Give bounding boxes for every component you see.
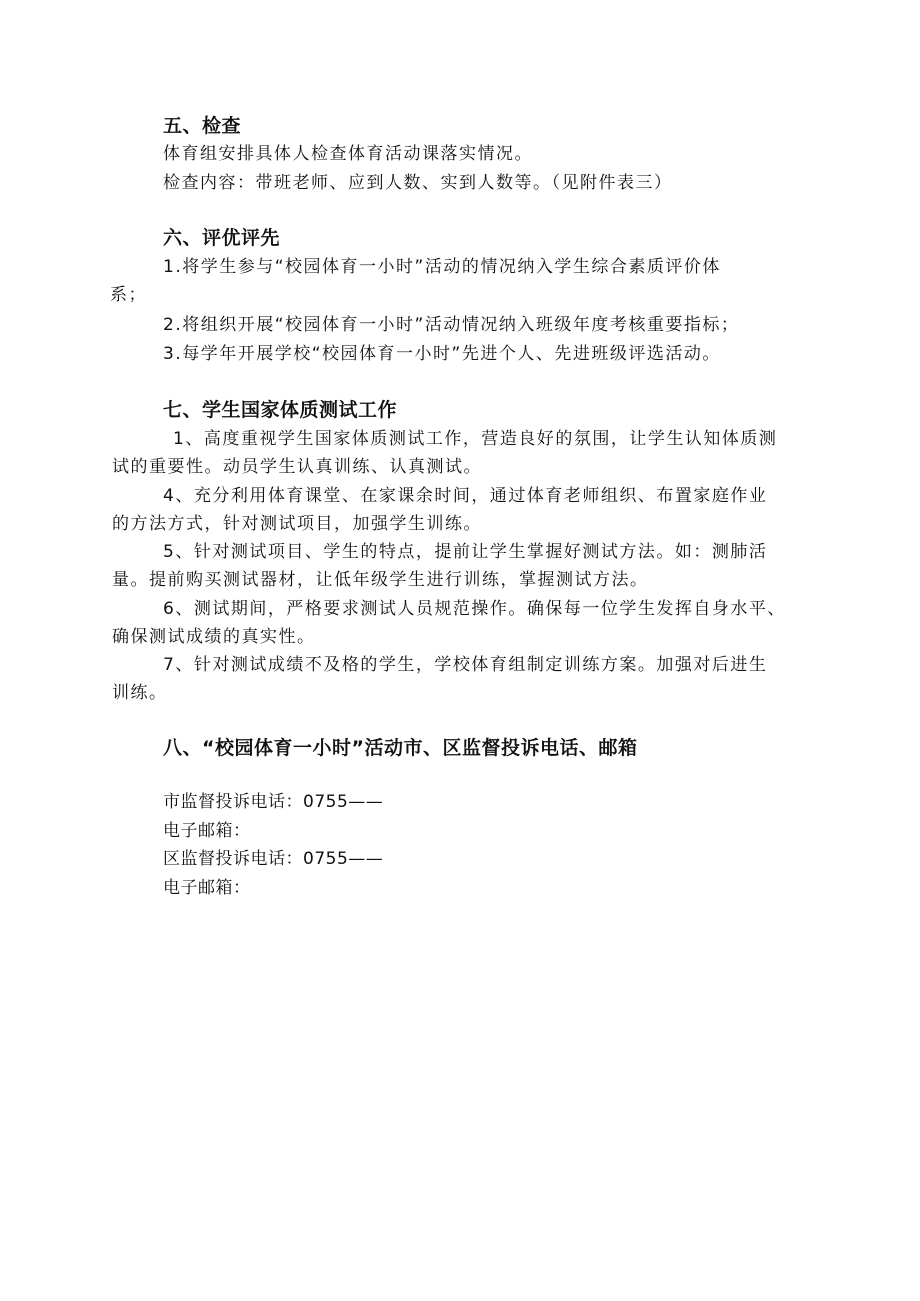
section-8-heading: 八、“校园体育一小时”活动市、区监督投诉电话、邮箱	[163, 737, 638, 759]
district-email: 电子邮箱：	[163, 878, 251, 898]
section-7-line-9: 7、针对测试成绩不及格的学生，学校体育组制定训练方案。加强对后进生	[163, 655, 768, 675]
section-7-heading: 七、学生国家体质测试工作	[163, 399, 398, 421]
section-7-line-4: 的方法方式，针对测试项目，加强学生训练。	[112, 514, 482, 534]
section-6-line-4: 3.每学年开展学校“校园体育一小时”先进个人、先进班级评选活动。	[163, 344, 721, 364]
section-7-line-6: 量。提前购买测试器材，让低年级学生进行训练，掌握测试方法。	[112, 570, 649, 590]
section-7-line-3: 4、充分利用体育课堂、在家课余时间，通过体育老师组织、布置家庭作业	[163, 486, 768, 506]
section-5-line-2: 检查内容：带班老师、应到人数、实到人数等。（见附件表三）	[163, 173, 673, 193]
section-6-line-1: 1.将学生参与“校园体育一小时”活动的情况纳入学生综合素质评价体	[163, 257, 721, 277]
section-7-line-7: 6、测试期间，严格要求测试人员规范操作。确保每一位学生发挥自身水平、	[163, 599, 786, 619]
section-7-line-2: 试的重要性。动员学生认真训练、认真测试。	[112, 457, 482, 477]
section-7-line-10: 训练。	[112, 683, 168, 703]
city-complaint-phone: 市监督投诉电话：0755——	[163, 792, 384, 812]
section-7-line-5: 5、针对测试项目、学生的特点，提前让学生掌握好测试方法。如：测肺活	[163, 542, 768, 562]
section-5-line-1: 体育组安排具体人检查体育活动课落实情况。	[163, 144, 533, 164]
section-6-line-3: 2.将组织开展“校园体育一小时”活动情况纳入班级年度考核重要指标；	[163, 315, 740, 335]
section-5-heading: 五、检查	[163, 115, 242, 137]
city-email: 电子邮箱：	[163, 821, 251, 841]
section-6-heading: 六、评优评先	[163, 227, 281, 249]
section-7-line-1: 1、高度重视学生国家体质测试工作，营造良好的氛围，让学生认知体质测	[173, 429, 778, 449]
district-complaint-phone: 区监督投诉电话：0755——	[163, 849, 384, 869]
section-6-line-2: 系；	[110, 285, 147, 305]
section-7-line-8: 确保测试成绩的真实性。	[112, 627, 316, 647]
